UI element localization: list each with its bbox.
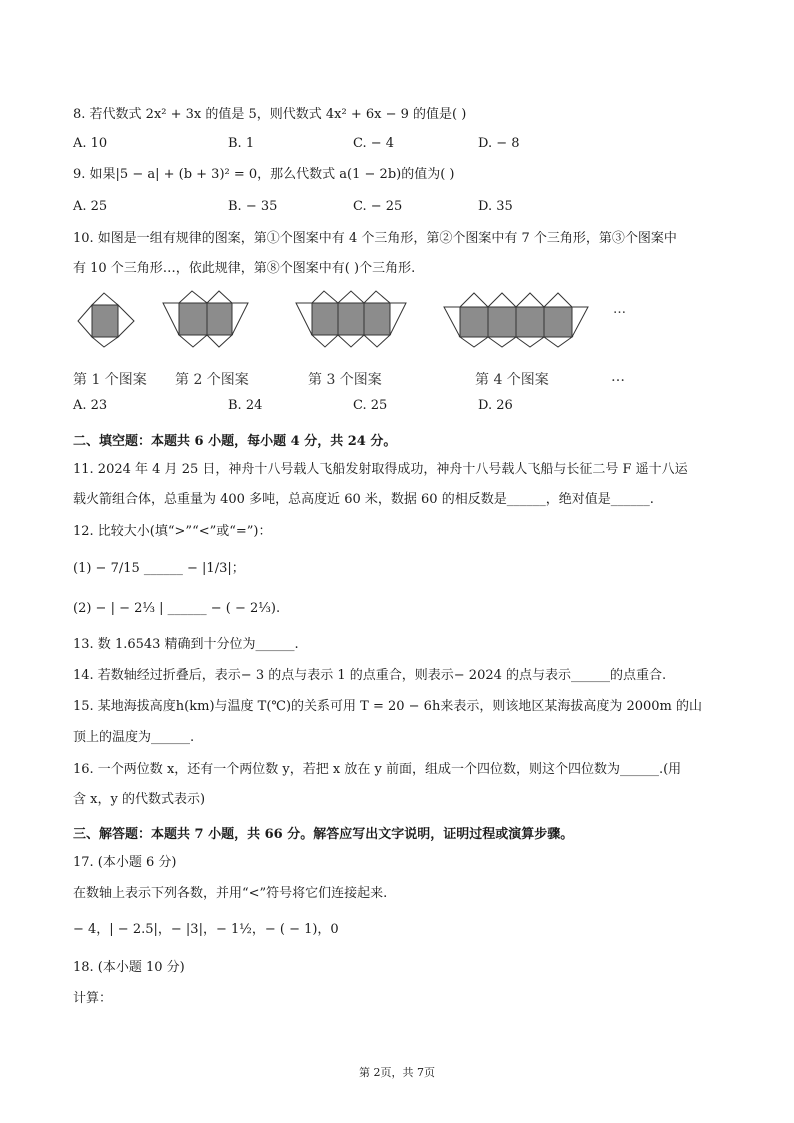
pattern-ellipsis: … bbox=[613, 302, 626, 317]
q17-line2: − 4，| − 2.5|，− |3|，− 1½，− ( − 1)，0 bbox=[73, 922, 339, 937]
section-2-heading: 二、填空题：本题共 6 小题，每小题 4 分，共 24 分。 bbox=[73, 434, 397, 449]
q10-option-c: C. 25 bbox=[353, 398, 388, 413]
caption-ellipsis: … bbox=[611, 369, 625, 385]
q16-line1: 16. 一个两位数 x，还有一个两位数 y，若把 x 放在 y 前面，组成一个四位数，则这个四位数为______.(用 bbox=[73, 762, 682, 777]
q18-line1: 计算： bbox=[73, 991, 113, 1006]
q15-line1: 15. 某地海拔高度h(km)与温度 T(℃)的关系可用 T = 20 − 6h来表示，则该地区某海拔高度为 2000m 的山 bbox=[73, 699, 702, 714]
q12-part2: (2) − | − 2⅓ | ______ − ( − 2⅓). bbox=[73, 601, 281, 616]
q10-line2: 有 10 个三角形…，依此规律，第⑧个图案中有( )个三角形. bbox=[73, 261, 416, 276]
q10-option-a: A. 23 bbox=[73, 398, 108, 413]
q13-text: 13. 数 1.6543 精确到十分位为______. bbox=[73, 637, 299, 652]
q9-option-a: A. 25 bbox=[73, 199, 108, 214]
q10-line1: 10. 如图是一组有规律的图案，第①个图案中有 4 个三角形，第②个图案中有 7 个三角形，第③个图案中 bbox=[73, 231, 677, 246]
page-footer: 第 2页，共 7页 bbox=[359, 1066, 435, 1079]
pattern-3 bbox=[296, 291, 406, 347]
q8-text: 8. 若代数式 2x² + 3x 的值是 5，则代数式 4x² + 6x − 9 的值是( ) bbox=[73, 107, 467, 122]
q15-line2: 顶上的温度为______. bbox=[73, 730, 195, 745]
q14-text: 14. 若数轴经过折叠后，表示− 3 的点与表示 1 的点重合，则表示− 2024 的点与表示______的点重合. bbox=[73, 668, 667, 683]
q17-line1: 在数轴上表示下列各数，并用“<”符号将它们连接起来. bbox=[73, 886, 388, 901]
q9-option-b: B. − 35 bbox=[228, 199, 278, 214]
q11-line2: 载火箭组合体，总重量为 400 多吨，总高度近 60 米，数据 60 的相反数是______，绝对值是______. bbox=[73, 492, 654, 507]
q16-line2: 含 x，y 的代数式表示) bbox=[73, 792, 206, 807]
caption-4: 第 4 个图案 bbox=[475, 372, 549, 388]
q17-title: 17. (本小题 6 分) bbox=[73, 855, 177, 870]
caption-2: 第 2 个图案 bbox=[175, 372, 249, 388]
pattern-1 bbox=[78, 293, 134, 347]
q12-line1: 12. 比较大小(填“>”“<”或“=”)： bbox=[73, 524, 272, 539]
section-3-heading: 三、解答题：本题共 7 小题，共 66 分。解答应写出文字说明，证明过程或演算步骤。 bbox=[73, 827, 574, 842]
caption-3: 第 3 个图案 bbox=[308, 372, 382, 388]
q11-line1: 11. 2024 年 4 月 25 日，神舟十八号载人飞船发射取得成功，神舟十八号载人飞船与长征二号 F 遥十八运 bbox=[73, 462, 688, 477]
q10-option-b: B. 24 bbox=[228, 398, 263, 413]
q18-title: 18. (本小题 10 分) bbox=[73, 960, 185, 975]
pattern-2 bbox=[163, 291, 248, 347]
q9-text: 9. 如果|5 − a| + (b + 3)² = 0，那么代数式 a(1 − 2b)的值为( ) bbox=[73, 167, 455, 182]
caption-1: 第 1 个图案 bbox=[73, 372, 147, 388]
q8-option-c: C. − 4 bbox=[353, 136, 395, 151]
q9-option-c: C. − 25 bbox=[353, 199, 403, 214]
q9-option-d: D. 35 bbox=[478, 199, 513, 214]
q8-option-b: B. 1 bbox=[228, 136, 255, 151]
pattern-4 bbox=[444, 293, 588, 347]
q8-option-a: A. 10 bbox=[73, 136, 108, 151]
q10-option-d: D. 26 bbox=[478, 398, 513, 413]
triangle-pattern-figure bbox=[60, 283, 660, 353]
q8-option-d: D. − 8 bbox=[478, 136, 520, 151]
q12-part1: (1) − 7/15 ______ − |1/3|； bbox=[73, 561, 245, 576]
